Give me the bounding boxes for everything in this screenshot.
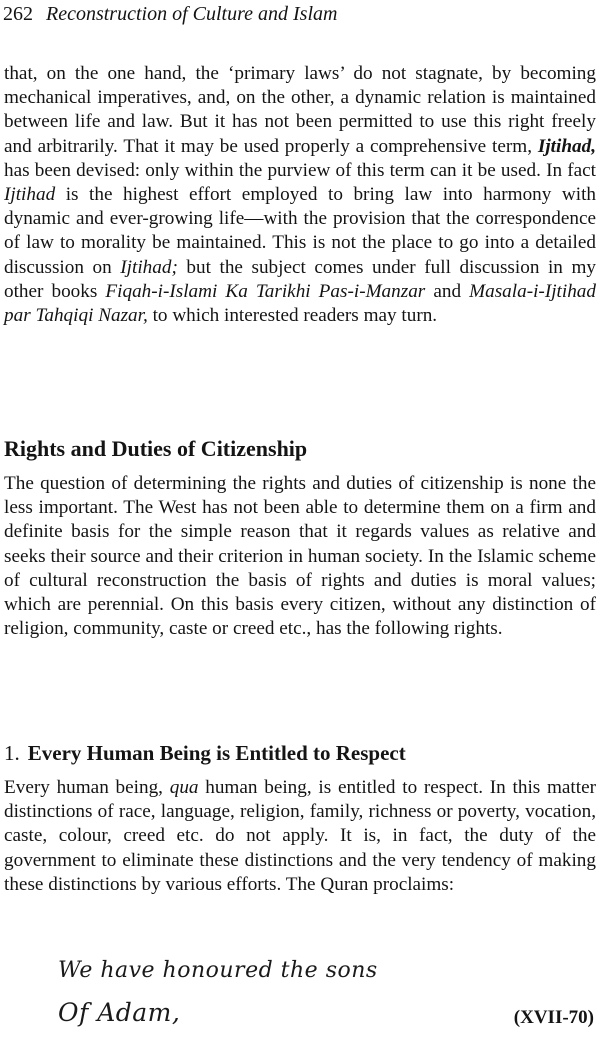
subsection-heading (4, 740, 406, 766)
paragraph-text: but the subject comes under full discussion in my other books (4, 256, 596, 302)
subsection-number: 1. (4, 741, 20, 765)
book-reference: Masala-i-Ijtihad par Tahqiqi Nazar, (4, 280, 596, 327)
subsection-title: Every Human Being is Entitled to Respect (27, 741, 406, 765)
quote-reference: (XVII-70) (513, 1007, 594, 1028)
running-header (3, 2, 337, 26)
book-title: Reconstruction of Culture and Islam (46, 3, 338, 25)
page-number: 262 (3, 3, 33, 25)
book-reference: Fiqah-i-Islami Ka Tarikhi Pas-i-Manzar (105, 280, 426, 302)
section-heading: Rights and Duties of Citizenship (4, 436, 308, 461)
paragraph-citizenship: The question of determining the rights and duties of citizenship is none the less important. The West has not been able to determine them on a firm and definite basis for the simple reason that it regards values as relative and seeks their source and their criterion in human society. In the Islamic scheme of cultural reconstruction the basis of rights and duties is moral values; which are perennial. On this basis every citizen, without any distinction of religion, community, caste or creed etc., has the following rights. (4, 473, 596, 640)
paragraph-text: is the highest effort employed to bring law into harmony with dynamic and ever-growing life—with the provision that the correspondence of law to morality be maintained. This is not the place to go into a detailed discussion on (4, 184, 596, 278)
term-ijtihad: Ijtihad, (537, 135, 596, 157)
quran-quote-line: Of Adam, (58, 998, 181, 1027)
quran-quote-line: We have honoured the sons (58, 958, 378, 983)
paragraph-ijtihad (4, 62, 596, 328)
paragraph-respect (4, 776, 596, 897)
term-ijtihad: Ijtihad (4, 184, 56, 206)
term-ijtihad: Ijtihad; (120, 256, 178, 278)
paragraph-text: human being, is entitled to respect. In this matter distinctions of race, language, religion, family, richness or poverty, vocation, caste, colour, creed etc. do not apply. It is, in fact, the duty of the government to eliminate these distinctions and the very tendency of making these distinctions by various efforts. The Quran proclaims: (4, 777, 596, 895)
paragraph-text: that, on the one hand, the ‘primary laws’ do not stagnate, by becoming mechanical imperatives, and, on the other, a dynamic relation is maintained between life and law. But it has not been permitted to use this right freely and arbitrarily. That it may be used properly a comprehensive term, (4, 63, 596, 157)
emphasis-qua: qua (169, 777, 199, 798)
paragraph-text: and (425, 280, 470, 302)
paragraph-text: has been devised: only within the purview of this term can it be used. In fact (4, 159, 596, 181)
paragraph-text: Every human being, (4, 777, 170, 798)
paragraph-text: to which interested readers may turn. (147, 305, 438, 327)
